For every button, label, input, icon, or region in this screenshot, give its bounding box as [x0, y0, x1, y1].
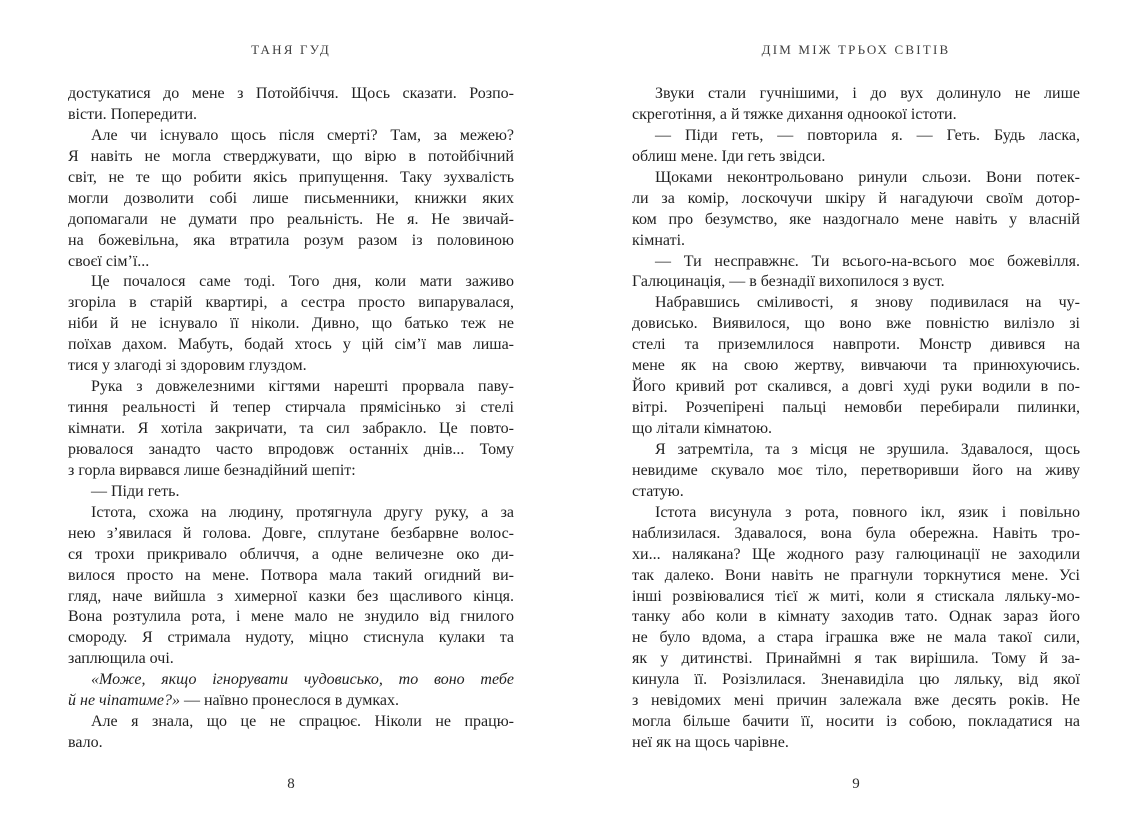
text-segment: облиш мене. Іди геть звідси.: [632, 147, 826, 165]
text-segment: ли за комір, лоскочучи шкіру й нагадуючи своїм дотор-: [632, 189, 1080, 207]
text-line: [632, 545, 1080, 566]
text-line: [68, 252, 514, 273]
text-line: [68, 398, 514, 419]
page-number-left: 8: [287, 776, 295, 792]
text-line: [68, 691, 514, 712]
text-line: [632, 733, 1080, 754]
text-line: [632, 691, 1080, 712]
text-line: [632, 670, 1080, 691]
text-segment: з невідомих мені причин залежала вже десять років. Не: [632, 692, 1080, 710]
text-line: [632, 712, 1080, 733]
text-segment: невидиме скувало моє тіло, перетворивши його на живу: [632, 461, 1080, 479]
text-segment: вилося просто на мене. Потвора мала такий огидний ви-: [68, 566, 514, 584]
text-segment: з горла вирвався лише безнадійний шепіт:: [68, 461, 356, 479]
text-segment: згоріла в старій квартирі, а сестра просто випарувалася,: [68, 294, 514, 312]
text-line: [68, 377, 514, 398]
text-line: [632, 314, 1080, 335]
text-segment: кімнаті.: [632, 231, 686, 249]
text-segment: вітрі. Розчепірені пальці немовби перебирали пилинки,: [632, 399, 1080, 417]
text-line: [68, 649, 514, 670]
text-segment: інші розвіювалися тієї ж миті, коли я стискала ляльку-мо-: [632, 587, 1080, 605]
text-line: [68, 733, 514, 754]
text-segment: Галюцинація, — в безнадії вихопилося з вуст.: [632, 273, 945, 291]
text-segment: гляд, наче вийшла з химерної казки без щасливого кінця.: [68, 587, 514, 605]
text-segment: своєї сім’ї...: [68, 252, 150, 270]
text-segment: Його кривий рот скалився, а довгі худі руки водили в по-: [632, 378, 1080, 396]
text-line: [632, 126, 1080, 147]
text-line: [632, 419, 1080, 440]
text-line: [632, 628, 1080, 649]
text-line: [68, 147, 514, 168]
text-line: [68, 587, 514, 608]
text-line: [68, 712, 514, 733]
page-text-left: [68, 84, 514, 754]
text-segment: ком про безумство, яке наздогнало мене навіть у власній: [632, 210, 1080, 228]
text-line: [632, 398, 1080, 419]
text-segment: Я навіть не могла стверджувати, що вірю в потойбічний: [68, 147, 514, 165]
text-line: [632, 272, 1080, 293]
text-line: [632, 105, 1080, 126]
text-line: [68, 126, 514, 147]
text-segment: танку або коли в кімнату заходив тато. Однак зараз його: [632, 608, 1080, 626]
text-segment: й не чіпатиме?»: [68, 692, 180, 710]
running-header-left: ТАНЯ ГУД: [251, 42, 331, 57]
running-header-right: ДІМ МІЖ ТРЬОХ СВІТІВ: [761, 42, 951, 57]
text-segment: світ, не те що робити якісь припущення. Таку зухвалість: [68, 168, 514, 186]
text-segment: не було вдома, а стара іграшка вже не мала такої сили,: [632, 629, 1080, 647]
text-line: [68, 231, 514, 252]
text-line: [68, 670, 514, 691]
text-line: [68, 314, 514, 335]
text-segment: достукатися до мене з Потойбіччя. Щось сказати. Розпо-: [68, 85, 514, 102]
text-segment: вісти. Попередити.: [68, 105, 198, 123]
text-line: [68, 419, 514, 440]
text-segment: могла більше бачити її, носити із собою, покладатися на: [632, 713, 1080, 731]
text-segment: стелі та приземлилося навпроти. Монстр дивився на: [632, 336, 1080, 354]
page-text-right: [632, 84, 1080, 754]
text-line: [632, 607, 1080, 628]
text-segment: могли дозволити собі лише письменники, книжки яких: [68, 189, 514, 207]
text-line: [632, 335, 1080, 356]
text-segment: Істота, схожа на людину, протягнула другу руку, а за: [91, 503, 514, 521]
text-line: [632, 293, 1080, 314]
text-line: [632, 231, 1080, 252]
text-segment: нею з’явилася й голова. Довге, сплутане безбарвне волос-: [68, 524, 514, 542]
text-line: [68, 272, 514, 293]
text-segment: поїхав дахом. Мабуть, бодай хтось у цій сім’ї мав лиша-: [68, 336, 514, 354]
text-segment: так далеко. Вони навіть не прагнули торкнутися мене. Усі: [632, 566, 1080, 584]
text-line: [632, 168, 1080, 189]
text-segment: наблизилася. Здавалося, вона була обережна. Навіть тро-: [632, 524, 1080, 542]
text-line: [68, 628, 514, 649]
text-segment: вало.: [68, 734, 103, 752]
text-segment: Звуки стали гучнішими, і до вух долинуло не лише: [655, 85, 1080, 102]
text-segment: тиння реальності й тепер стирчала прямісінько зі стелі: [68, 399, 514, 417]
text-segment: скреготіння, а й тяжке дихання одноокої істоти.: [632, 105, 957, 123]
text-segment: тися у злагоді зі здоровим глуздом.: [68, 357, 307, 375]
text-line: [68, 545, 514, 566]
text-line: [68, 461, 514, 482]
text-segment: заплющила очі.: [68, 650, 174, 668]
page-number-right: 9: [852, 776, 860, 792]
text-line: [68, 168, 514, 189]
text-segment: неї як на щось чарівне.: [632, 734, 789, 752]
text-segment: «Може, якщо ігнорувати чудовисько, то воно тебе: [91, 671, 514, 689]
text-line: [632, 482, 1080, 503]
text-line: [632, 377, 1080, 398]
text-line: [68, 482, 514, 503]
text-segment: Істота висунула з рота, повного ікл, язик і повільно: [655, 503, 1080, 521]
text-line: [632, 524, 1080, 545]
text-line: [68, 210, 514, 231]
text-line: [632, 84, 1080, 105]
text-line: [632, 566, 1080, 587]
text-line: [68, 356, 514, 377]
text-segment: кімнати. Я хотіла закричати, та сил забракло. Це повто-: [68, 420, 514, 437]
text-line: [68, 566, 514, 587]
text-line: [632, 147, 1080, 168]
text-segment: Вона розтулила рота, і мене мало не знудило від гнилого: [68, 608, 514, 626]
text-segment: що літали кімнатою.: [632, 420, 773, 437]
text-line: [632, 356, 1080, 377]
text-line: [68, 524, 514, 545]
text-segment: ся трохи прикривало обличчя, а одне величезне око ди-: [68, 545, 514, 563]
text-line: [632, 649, 1080, 670]
text-segment: смороду. Я стримала нудоту, міцно стиснула кулаки та: [68, 629, 514, 647]
text-line: [632, 440, 1080, 461]
text-segment: — Піди геть.: [91, 482, 180, 500]
text-segment: хи... налякана? Ще жодного разу галюцинації не заходили: [632, 545, 1080, 563]
text-segment: Але я знала, що це не спрацює. Ніколи не працю-: [91, 713, 514, 731]
text-line: [68, 293, 514, 314]
text-line: [632, 210, 1080, 231]
text-segment: мене як на свою жертву, вивчаючи та принюхуючись.: [632, 357, 1080, 375]
text-segment: Але чи існувало щось після смерті? Там, за межею?: [91, 126, 514, 144]
text-line: [68, 503, 514, 524]
text-segment: Це почалося саме тоді. Того дня, коли мати заживо: [91, 273, 514, 291]
text-segment: — Піди геть, — повторила я. — Геть. Будь ласка,: [655, 126, 1080, 144]
text-segment: Набравшись сміливості, я знову подивилася на чу-: [655, 294, 1080, 312]
text-line: [68, 607, 514, 628]
text-segment: статую.: [632, 482, 684, 500]
text-segment: Я затремтіла, та з місця не зрушила. Здавалося, щось: [655, 440, 1080, 458]
text-segment: допомагали не думати про реальність. Не я. Не звичай-: [68, 210, 514, 228]
text-line: [68, 105, 514, 126]
text-segment: Щоками неконтрольовано ринули сльози. Вони потек-: [655, 168, 1080, 186]
text-segment: рювалося занадто часто впродовж останніх днів... Тому: [68, 440, 514, 458]
text-segment: Рука з довжелезними кігтями нарешті прорвала паву-: [91, 378, 514, 396]
text-line: [68, 335, 514, 356]
text-line: [632, 587, 1080, 608]
text-line: [632, 461, 1080, 482]
text-segment: на божевільна, яка втратила розум разом із половиною: [68, 231, 514, 249]
text-line: [68, 440, 514, 461]
text-segment: ніби й не існувало її ніколи. Дивно, що батько теж не: [68, 315, 514, 333]
text-line: [632, 503, 1080, 524]
text-segment: — Ти несправжнє. Ти всього-на-всього моє божевілля.: [655, 252, 1080, 270]
text-line: [68, 189, 514, 210]
text-line: [632, 252, 1080, 273]
text-segment: як у дитинстві. Принаймні я так вирішила. Тому й за-: [632, 650, 1080, 668]
text-segment: кинула її. Розізлилася. Зненавиділа цю ляльку, від якої: [632, 671, 1080, 689]
text-segment: — наївно пронеслося в думках.: [179, 692, 400, 710]
text-line: [632, 189, 1080, 210]
text-line: [68, 84, 514, 105]
text-segment: довисько. Виявилося, що воно вже повністю вилізло зі: [632, 315, 1080, 333]
